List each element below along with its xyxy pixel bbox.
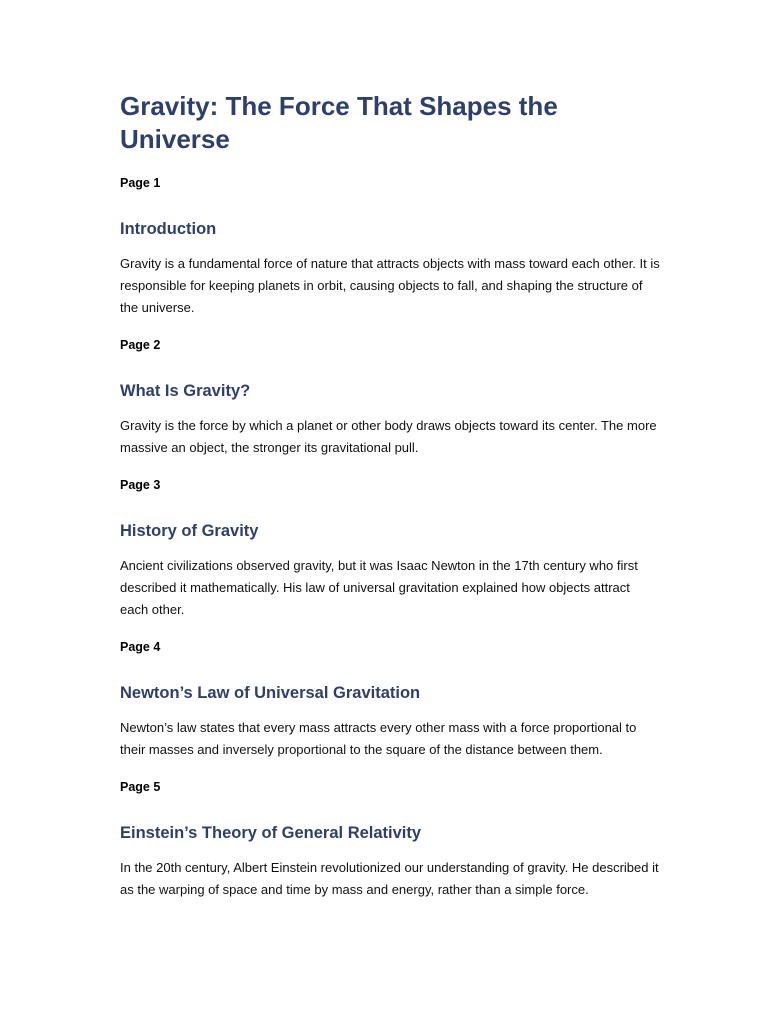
section-body: Gravity is the force by which a planet or other body draws objects toward its center. The more massive an object, the stronger its gravitational pull. bbox=[120, 418, 657, 455]
section-body: In the 20th century, Albert Einstein revolutionized our understanding of gravity. He described it as the warping of space and time by mass and energy, rather than a simple force. bbox=[120, 860, 659, 897]
page-label: Page 2 bbox=[120, 338, 161, 352]
section-heading: History of Gravity bbox=[120, 522, 259, 540]
title-block bbox=[120, 90, 660, 156]
section-page-1 bbox=[120, 175, 660, 319]
section-body: Gravity is a fundamental force of nature that attracts objects with mass toward each other. It is responsible for keeping planets in orbit, causing objects to fall, and shaping the structure of the universe. bbox=[120, 256, 660, 315]
section-heading: What Is Gravity? bbox=[120, 382, 251, 400]
section-page-4 bbox=[120, 639, 660, 761]
section-heading: Introduction bbox=[120, 220, 217, 238]
document-page bbox=[120, 90, 660, 919]
page-label: Page 5 bbox=[120, 780, 161, 794]
section-page-2 bbox=[120, 337, 660, 459]
section-body: Newton’s law states that every mass attracts every other mass with a force proportional to their masses and inversely proportional to the square of the distance between them. bbox=[120, 720, 637, 757]
page-label: Page 1 bbox=[120, 176, 161, 190]
section-page-5 bbox=[120, 779, 660, 901]
page-label: Page 3 bbox=[120, 478, 161, 492]
document-title: Gravity: The Force That Shapes the Universe bbox=[120, 91, 558, 154]
section-heading: Einstein’s Theory of General Relativity bbox=[120, 824, 422, 842]
section-body: Ancient civilizations observed gravity, but it was Isaac Newton in the 17th century who first described it mathematically. His law of universal gravitation explained how objects attract each other. bbox=[120, 558, 638, 617]
section-page-3 bbox=[120, 477, 660, 621]
section-heading: Newton’s Law of Universal Gravitation bbox=[120, 684, 421, 702]
page-label: Page 4 bbox=[120, 640, 161, 654]
